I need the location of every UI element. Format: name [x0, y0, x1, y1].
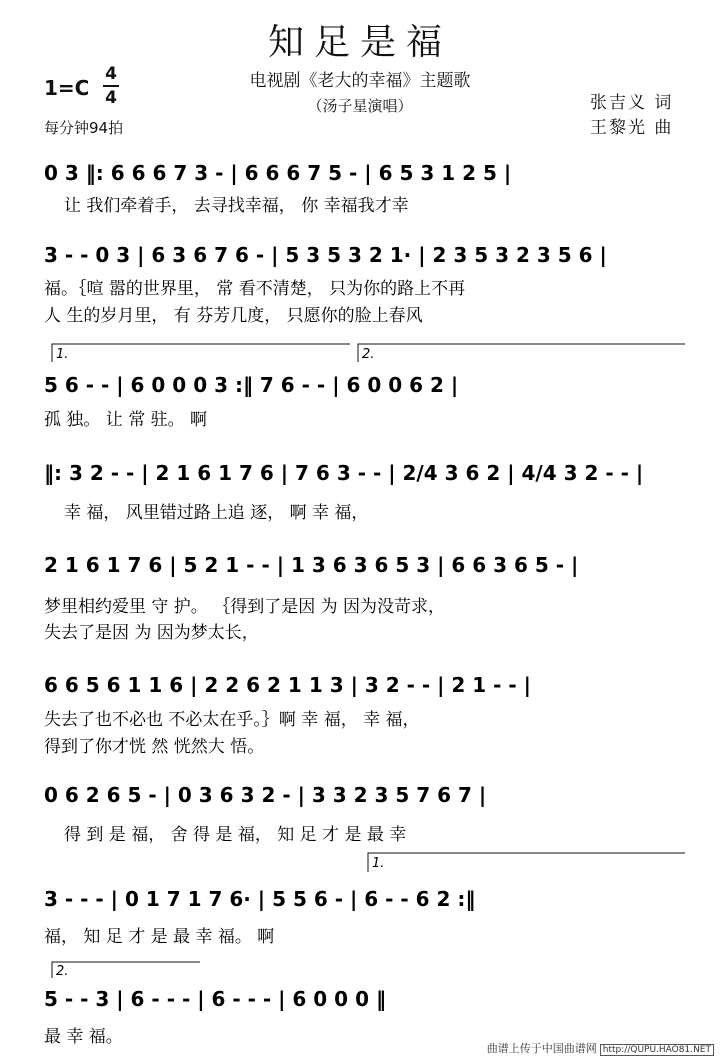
volta-bracket-2	[358, 344, 685, 362]
tempo-marking: 每分钟94拍	[44, 119, 124, 137]
system-3	[44, 344, 685, 430]
system-3-notes: 5 6 - - | 6 0 0 0 3 :‖ 7 6 - - | 6 0 0 6 2 |	[44, 373, 459, 397]
system-8	[44, 853, 685, 947]
volta-label-2: 2.	[362, 347, 375, 362]
system-2	[44, 243, 607, 326]
watermark-text: 曲谱上传于中国曲谱网	[486, 1042, 597, 1055]
system-7-notes: 0 6 2 6 5 - | 0 3 6 3 2 - | 3 3 2 3 5 7 6 7 |	[44, 783, 487, 807]
system-5-lyrics-2: 失去了是因 为 因为梦太长，	[44, 623, 259, 643]
system-1	[38, 161, 685, 216]
system-2-notes: 3 - - 0 3 | 6 3 6 7 6 - | 5 3 5 3 2 1· | 2 3 5 3 2 3 5 6 |	[44, 243, 607, 267]
volta-label-1: 1.	[56, 347, 69, 362]
system-7	[44, 783, 486, 845]
lyricist-credit: 张吉义 词	[590, 93, 674, 113]
system-5	[44, 553, 578, 643]
system-9-lyrics: 最 幸 福。	[44, 1027, 123, 1047]
system-4-lyrics: 幸 福， 风里错过路上追 逐， 啊 幸 福，	[64, 503, 369, 523]
system-6-lyrics-1: 失去了也不必也 不必太在乎。｝啊 幸 福， 幸 福，	[44, 710, 420, 730]
volta-label-3: 1.	[372, 856, 385, 871]
watermark-url: http://QUPU.HAO81.NET	[600, 1044, 714, 1056]
system-2-lyrics-1: 福。｛喧 嚣的世界里， 常 看不清楚， 只为你的路上不再	[44, 279, 466, 299]
system-8-lyrics: 福， 知 足 才 是 最 幸 福。 啊	[44, 927, 275, 947]
watermark-footer	[487, 1040, 714, 1056]
system-2-lyrics-2: 人 生的岁月里， 有 芬芳几度， 只愿你的脸上春风	[44, 306, 423, 326]
song-title: 知足是福	[267, 22, 452, 63]
system-4-notes: ‖: 3 2 - - | 2 1 6 1 7 6 | 7 6 3 - - | 2/4 3 6 2 | 4/4 3 2 - - |	[44, 461, 644, 485]
system-9-notes: 5 - - 3 | 6 - - - | 6 - - - | 6 0 0 0 ‖	[44, 987, 386, 1011]
composer-credit: 王黎光 曲	[590, 118, 674, 138]
system-6-lyrics-2: 得到了你才恍 然 恍然大 悟。	[44, 737, 265, 757]
volta-bracket-1	[52, 344, 350, 362]
system-1-lyrics: 让 我们牵着手， 去寻找幸福， 你 幸福我才幸	[64, 196, 409, 216]
volta-bracket-4	[52, 962, 200, 978]
time-signature-top: 4	[105, 64, 117, 84]
system-6	[44, 673, 531, 757]
system-7-lyrics: 得 到 是 福， 舍 得 是 福， 知 足 才 是 最 幸	[64, 825, 407, 845]
system-5-notes: 2 1 6 1 7 6 | 5 2 1 - - | 1 3 6 3 6 5 3 | 6 6 3 6 5 - |	[44, 553, 579, 577]
song-subtitle: 电视剧《老大的幸福》主题歌	[249, 71, 471, 91]
time-signature-bottom: 4	[105, 88, 117, 108]
system-3-lyrics: 孤 独。 让 常 驻。 啊	[44, 410, 208, 430]
system-1-notes: 0 3 ‖: 6 6 6 7 3 - | 6 6 6 7 5 - | 6 5 3 1 2 5 |	[44, 161, 512, 185]
key-signature: 1=C	[44, 76, 90, 100]
system-4	[44, 461, 643, 523]
singer-credit: （汤子星演唱）	[307, 97, 413, 115]
system-8-notes: 3 - - - | 0 1 7 1 7 6· | 5 5 6 - | 6 - - 6 2 :‖	[44, 887, 476, 911]
volta-bracket-3	[368, 853, 685, 872]
system-5-lyrics-1: 梦里相约爱里 守 护。 ｛得到了是因 为 因为没苛求，	[44, 597, 446, 617]
system-9	[44, 962, 386, 1047]
volta-label-4: 2.	[56, 964, 69, 979]
system-6-notes: 6 6 5 6 1 1 6 | 2 2 6 2 1 1 3 | 3 2 - - | 2 1 - - |	[44, 673, 531, 697]
